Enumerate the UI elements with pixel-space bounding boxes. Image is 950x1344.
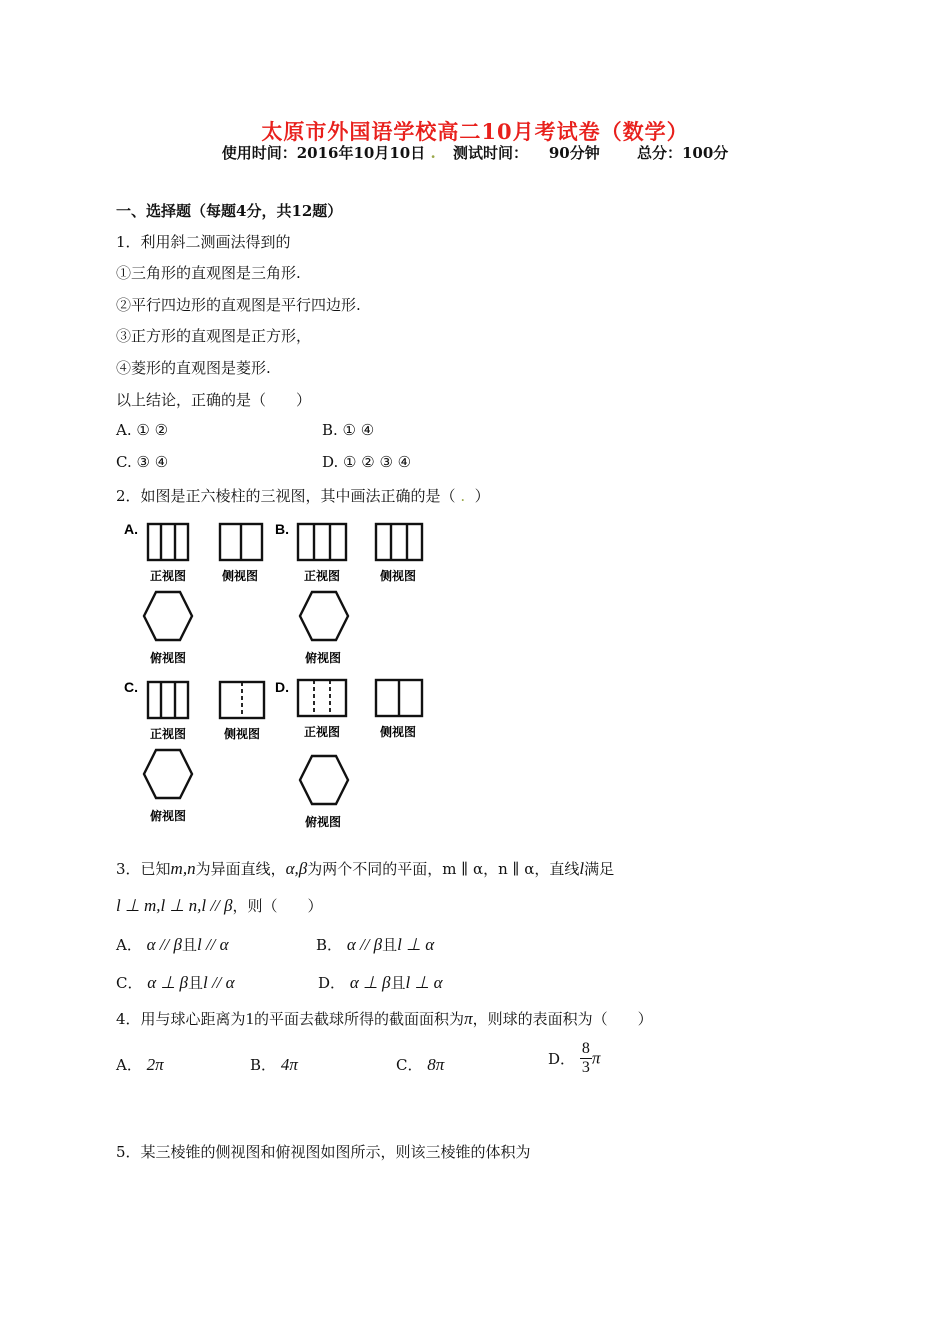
q4-option-a [116, 1054, 164, 1075]
q3-b-math-2: l ⊥ α [397, 935, 435, 954]
q5-stem: 5．某三棱锥的侧视图和俯视图如图所示，则该三棱锥的体积为 [116, 1143, 531, 1161]
q3-condition [116, 895, 323, 916]
q3-c-math-1: α ⊥ β [147, 973, 188, 992]
score-label: 总分：100分 [636, 144, 729, 162]
c-front-caption: 正视图 [150, 727, 187, 741]
exam-meta [0, 142, 950, 163]
exam-title: 太原市外国语学校高二10月考试卷（数学） [261, 119, 689, 144]
b-top-caption: 俯视图 [305, 651, 342, 665]
q3-c-math-2: l // α [202, 973, 235, 992]
a-top-caption: 俯视图 [150, 651, 187, 665]
q3-a-mid: 且 [181, 936, 197, 954]
q3-d-math-1: α ⊥ β [349, 973, 391, 992]
q1-statement-1: ①三角形的直观图是三角形. [116, 264, 301, 282]
label-b: B. [275, 521, 289, 537]
q3-stem [116, 858, 614, 879]
q4-d-label: D． [548, 1050, 576, 1068]
section-heading: 一、选择题（每题4分，共12题） [116, 202, 343, 220]
duration-value: 90分钟 [548, 144, 600, 162]
q4-option-c [396, 1054, 444, 1075]
q4-text-a: 4．用与球心距离为 [116, 1010, 246, 1028]
q4-option-b [250, 1054, 298, 1075]
q3-text-b: 为异面直线， [195, 860, 286, 878]
stray-dot: . [430, 144, 436, 162]
q3-c-label: C． [116, 974, 143, 992]
q3-math-ab: α,β [285, 859, 308, 878]
q3-option-d [318, 972, 443, 993]
b-side-view [376, 524, 422, 560]
label-d: D. [275, 679, 289, 695]
q1-statement-2: ②平行四边形的直观图是平行四边形. [116, 296, 361, 314]
q1-stem: 1．利用斜二测画法得到的 [116, 233, 291, 251]
q3-math-l: l [579, 859, 585, 878]
q2-stem-end: ） [474, 487, 490, 505]
q1-option-c: C. ③ ④ [116, 453, 169, 471]
q1-statement-3: ③正方形的直观图是正方形， [116, 327, 312, 345]
q4-d-fraction [580, 1040, 592, 1077]
q3-text-a: 3．已知 [116, 860, 171, 878]
c-front-view [148, 682, 188, 718]
q4-b-label: B． [250, 1056, 277, 1074]
q3-a-math-1: α // β [146, 935, 182, 954]
q3-a-math-2: l // α [196, 935, 229, 954]
d-top-caption: 俯视图 [305, 815, 342, 829]
q4-d-denominator: 3 [581, 1059, 590, 1076]
q3-option-a [116, 934, 229, 955]
q4-text-c: ，则球的表面积为（ ） [472, 1010, 653, 1028]
q4-option-d [548, 1040, 600, 1077]
a-side-caption: 侧视图 [222, 569, 259, 583]
q4-a-label: A． [116, 1056, 142, 1074]
q3-d-label: D． [318, 974, 346, 992]
q3-n-parallel: n ∥ α，直线 [498, 860, 580, 878]
q3-b-label: B． [316, 936, 343, 954]
q3-b-math-1: α // β [346, 935, 383, 954]
three-view-diagram [118, 518, 438, 830]
label-c: C. [124, 679, 138, 695]
q1-option-d: D. ① ② ③ ④ [322, 453, 412, 471]
q1-option-b: B. ① ④ [322, 421, 375, 439]
d-front-caption: 正视图 [304, 725, 341, 739]
q3-text-d: 满足 [584, 860, 615, 878]
q4-math-one: 1 [245, 1009, 255, 1028]
q1-option-a: A. ① ② [116, 421, 169, 439]
q2-figure [118, 518, 438, 830]
duration-label [453, 144, 600, 162]
date-text: 使用时间：2016年10月10日 [221, 144, 426, 162]
label-a: A. [124, 521, 138, 537]
a-front-view [148, 524, 188, 560]
q3-m-parallel: m ∥ α， [442, 860, 499, 878]
q2-stem [116, 485, 490, 506]
q4-math-pi: π [464, 1009, 473, 1028]
q2-stem-text: 2．如图是正六棱柱的三视图，其中画法正确的是（ [116, 487, 456, 505]
d-top-view [300, 756, 348, 804]
q4-d-pi: π [591, 1048, 601, 1068]
c-top-caption: 俯视图 [150, 809, 187, 823]
q1-ask: 以上结论，正确的是（ ） [116, 391, 312, 409]
q4-c-value: 8π [427, 1055, 445, 1074]
q3-math-mn: m,n [170, 859, 196, 878]
q3-option-c [116, 972, 235, 993]
b-front-caption: 正视图 [304, 569, 341, 583]
a-top-view [144, 592, 192, 640]
q1-statement-4: ④菱形的直观图是菱形. [116, 359, 271, 377]
q3-option-b [316, 934, 434, 955]
q3-d-mid: 且 [390, 974, 406, 992]
date-label [222, 144, 436, 162]
q4-stem [116, 1008, 653, 1029]
c-side-caption: 侧视图 [224, 727, 261, 741]
b-front-view [298, 524, 346, 560]
duration-text: 测试时间： [452, 144, 528, 162]
d-front-view [298, 680, 346, 716]
q4-a-value: 2π [146, 1055, 164, 1074]
d-side-caption: 侧视图 [380, 725, 417, 739]
b-top-view [300, 592, 348, 640]
q3-text-e: ，则（ ） [232, 897, 323, 915]
a-front-caption: 正视图 [150, 569, 187, 583]
q3-b-mid: 且 [382, 936, 398, 954]
q3-c-mid: 且 [187, 974, 203, 992]
q4-d-numerator: 8 [581, 1040, 590, 1057]
q4-c-label: C． [396, 1056, 423, 1074]
b-side-caption: 侧视图 [380, 569, 417, 583]
q3-math-cond: l ⊥ m,l ⊥ n,l // β [116, 896, 233, 915]
c-top-view [144, 750, 192, 798]
q3-a-label: A． [116, 936, 142, 954]
q3-d-math-2: l ⊥ α [405, 973, 443, 992]
q4-text-b: 的平面去截球所得的截面面积为 [254, 1010, 465, 1028]
q2-stem-dot: . [460, 487, 466, 505]
q3-text-c: 为两个不同的平面， [307, 860, 443, 878]
q4-b-value: 4π [280, 1055, 298, 1074]
